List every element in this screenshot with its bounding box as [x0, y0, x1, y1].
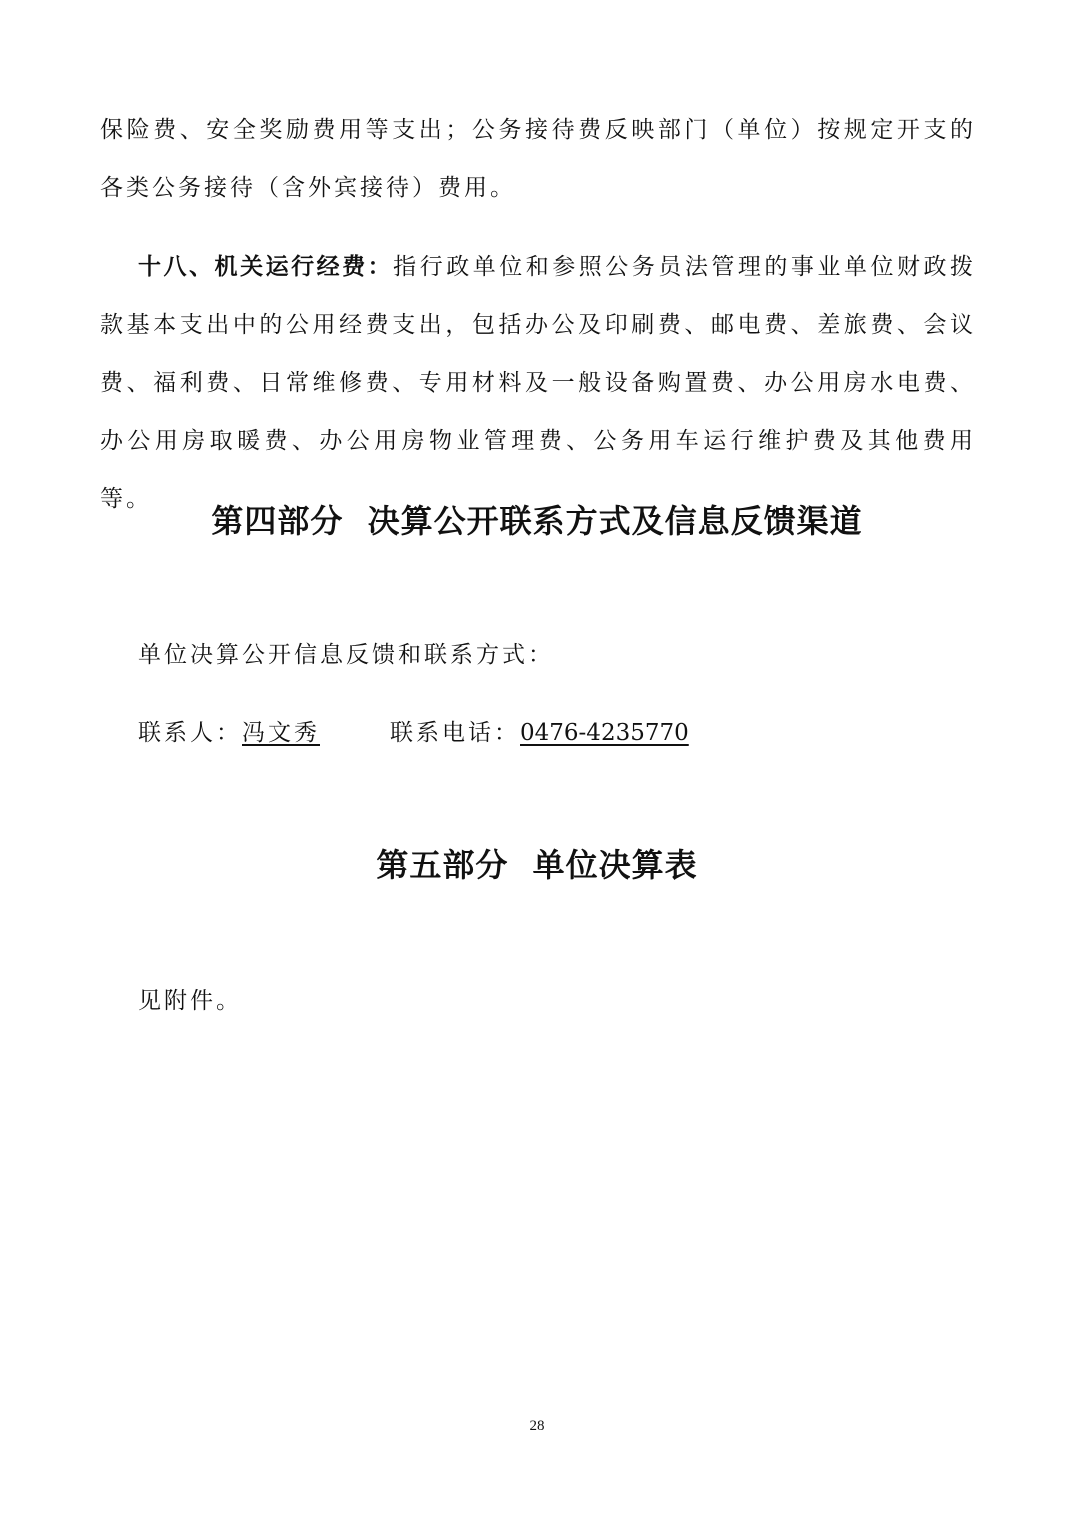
contact-label: 联系人：	[138, 720, 242, 746]
page-number: 28	[529, 1418, 545, 1434]
section5-heading: 第五部分 单位决算表	[376, 846, 698, 884]
phone-label: 联系电话：	[390, 720, 520, 746]
attachment-note: 见附件。	[138, 988, 242, 1014]
contact-line	[138, 714, 689, 747]
section4-heading: 第四部分 决算公开联系方式及信息反馈渠道	[211, 502, 863, 540]
feedback-label: 单位决算公开信息反馈和联系方式：	[138, 642, 554, 668]
paragraph-body: 指行政单位和参照公务员法管理的事业单位财政拨款基本支出中的公用经费支出，包括办公及印刷费、邮电费、差旅费、会议费、福利费、日常维修费、专用材料及一般设备购置费、办公用房水电费、办公用房取暖费、办公用房物业管理费、公务用车运行维护费及其他费用等。	[100, 254, 977, 512]
paragraph-lead-label: 十八、机关运行经费：	[138, 254, 394, 280]
paragraph-operating-funds	[100, 238, 976, 528]
contact-name: 冯文秀	[242, 720, 320, 746]
phone-value: 0476-4235770	[520, 720, 689, 746]
paragraph-expense-note: 保险费、安全奖励费用等支出；公务接待费反映部门（单位）按规定开支的各类公务接待（含外宾接待）费用。	[100, 117, 976, 201]
